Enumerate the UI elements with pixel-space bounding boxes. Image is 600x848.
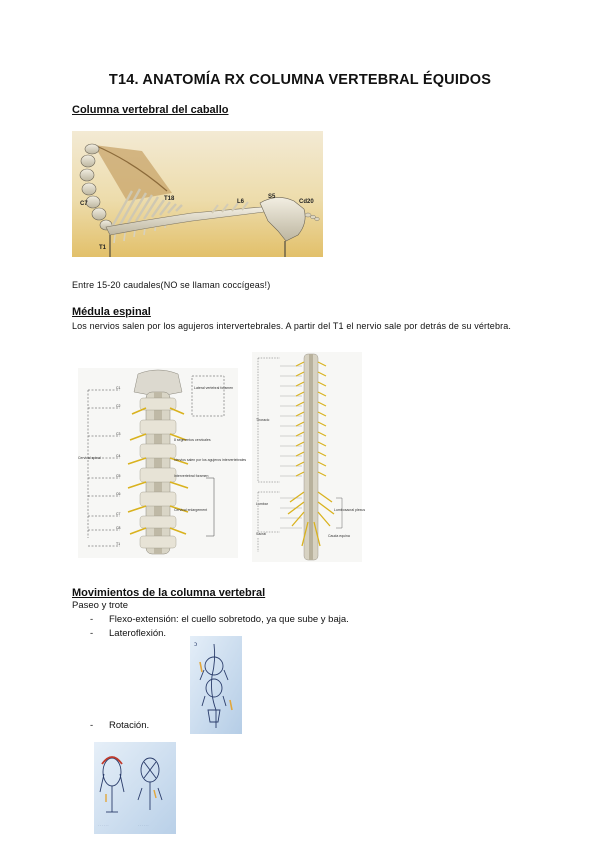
annotation-intervertebral: Intervertebral foramen: [174, 474, 209, 478]
level-c6: C6: [116, 492, 121, 496]
level-c4: C4: [116, 454, 121, 458]
horse-spine-figure: [72, 131, 323, 257]
level-c2: C2: [116, 404, 121, 408]
lumbar-label: Lumbar: [256, 502, 268, 506]
svg-text:· · · · · ·: · · · · · ·: [98, 823, 109, 827]
bullet-dash: -: [90, 628, 94, 639]
cervical-cord-diagram: [78, 368, 238, 558]
list-item-lateroflexion: [90, 628, 510, 642]
list-item-flexo: [90, 614, 510, 628]
bullet-dash: -: [90, 614, 94, 625]
level-c1: C1: [116, 386, 121, 390]
caudal-note: Entre 15-20 caudales(NO se llaman coccígeas!): [72, 280, 271, 290]
label-c7: C7: [80, 201, 88, 207]
section-heading-columna: Columna vertebral del caballo: [72, 104, 229, 116]
annotation-nerves: Nervios salen por los agujeros intervertebrales: [174, 458, 247, 462]
annotation-lateral-foramen: Lateral vertebral foramen: [194, 386, 234, 390]
list-item-rotacion: [90, 720, 510, 734]
page-title: T14. ANATOMÍA RX COLUMNA VERTEBRAL ÉQUIDOS: [108, 72, 492, 88]
section-heading-movimientos: Movimientos de la columna vertebral: [72, 587, 266, 599]
cervical-cord-figure: [78, 368, 247, 558]
full-cord-diagram: [252, 352, 362, 562]
full-cord-figure: [252, 352, 366, 562]
section-heading-medula: Médula espinal: [72, 306, 151, 318]
horse-spine-photo: [72, 131, 323, 257]
label-l6: L6: [237, 199, 245, 205]
rotation-figure: [94, 742, 176, 834]
svg-text:· · · · · ·: · · · · · ·: [138, 823, 149, 827]
thoracic-label: Thoracic: [256, 418, 270, 422]
level-t1: T1: [116, 542, 121, 546]
label-cd20: Cd20: [299, 199, 314, 205]
svg-text:ↄ: ↄ: [194, 641, 198, 648]
annotation-cauda-equina: Cauda equina: [328, 534, 350, 538]
label-s5: S5: [268, 194, 276, 200]
label-t18: T18: [164, 196, 175, 202]
medula-paragraph: Los nervios salen por los agujeros intervertebrales. A partir del T1 el nervio sale por detrás de su vértebra.: [72, 321, 512, 331]
level-c5: C5: [116, 474, 121, 478]
rotation-diagram: [94, 742, 176, 834]
annotation-segments: 8 segmentos cervicales: [174, 438, 211, 442]
level-c7: C7: [116, 512, 121, 516]
level-c8: C8: [116, 526, 121, 530]
bullet-text-lateroflexion: Lateroflexión.: [109, 628, 167, 639]
bullet-text-flexo: Flexo-extensión: el cuello sobretodo, ya que sube y baja.: [109, 614, 349, 625]
subheading-paseo: Paseo y trote: [72, 600, 128, 611]
annotation-enlargement: Cervical enlargement: [174, 508, 208, 512]
bullet-dash: -: [90, 720, 94, 731]
cervical-label: Cervical spinal: [78, 456, 101, 460]
label-t1: T1: [99, 245, 107, 251]
sacral-label: Sacral: [256, 532, 266, 536]
annotation-lumbosacral-plexus: Lumbosacral plexus: [334, 508, 366, 512]
level-c3: C3: [116, 432, 121, 436]
bullet-text-rotacion: Rotación.: [109, 720, 150, 731]
